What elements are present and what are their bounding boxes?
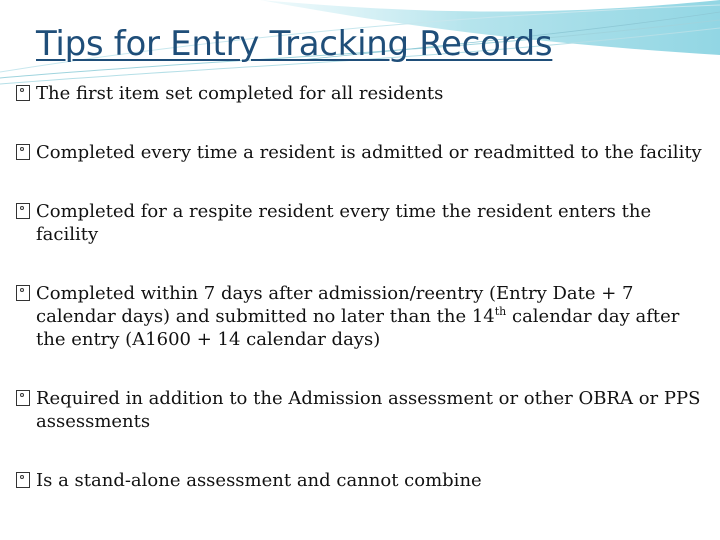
- square-bullet-icon: [16, 390, 30, 406]
- bullet-list: [14, 82, 709, 492]
- square-bullet-icon: [16, 85, 30, 101]
- bullet-text: Completed for a respite resident every time the resident enters the facility: [36, 201, 652, 245]
- ordinal-superscript: th: [494, 305, 507, 318]
- bullet-item: [14, 200, 709, 246]
- bullet-text-after: calendar day after the entry (A1600 + 14 calendar days): [36, 306, 680, 350]
- bullet-item: [14, 82, 709, 105]
- bullet-item: [14, 469, 709, 492]
- bullet-text: Completed every time a resident is admitted or readmitted to the facility: [36, 142, 702, 163]
- bullet-item: [14, 282, 709, 351]
- square-bullet-icon: [16, 285, 30, 301]
- bullet-item: [14, 387, 709, 433]
- bullet-item: [14, 141, 709, 164]
- bullet-text: The first item set completed for all residents: [36, 83, 444, 104]
- square-bullet-icon: [16, 144, 30, 160]
- bullet-text: Required in addition to the Admission assessment or other OBRA or PPS assessments: [36, 388, 701, 432]
- bullet-text: Is a stand-alone assessment and cannot combine: [36, 470, 482, 491]
- slide-title: Tips for Entry Tracking Records: [36, 24, 553, 64]
- square-bullet-icon: [16, 472, 30, 488]
- square-bullet-icon: [16, 203, 30, 219]
- bullet-text-before: Completed within 7 days after admission/reentry (Entry Date + 7 calendar days) and submitted no later than the 14: [36, 283, 634, 327]
